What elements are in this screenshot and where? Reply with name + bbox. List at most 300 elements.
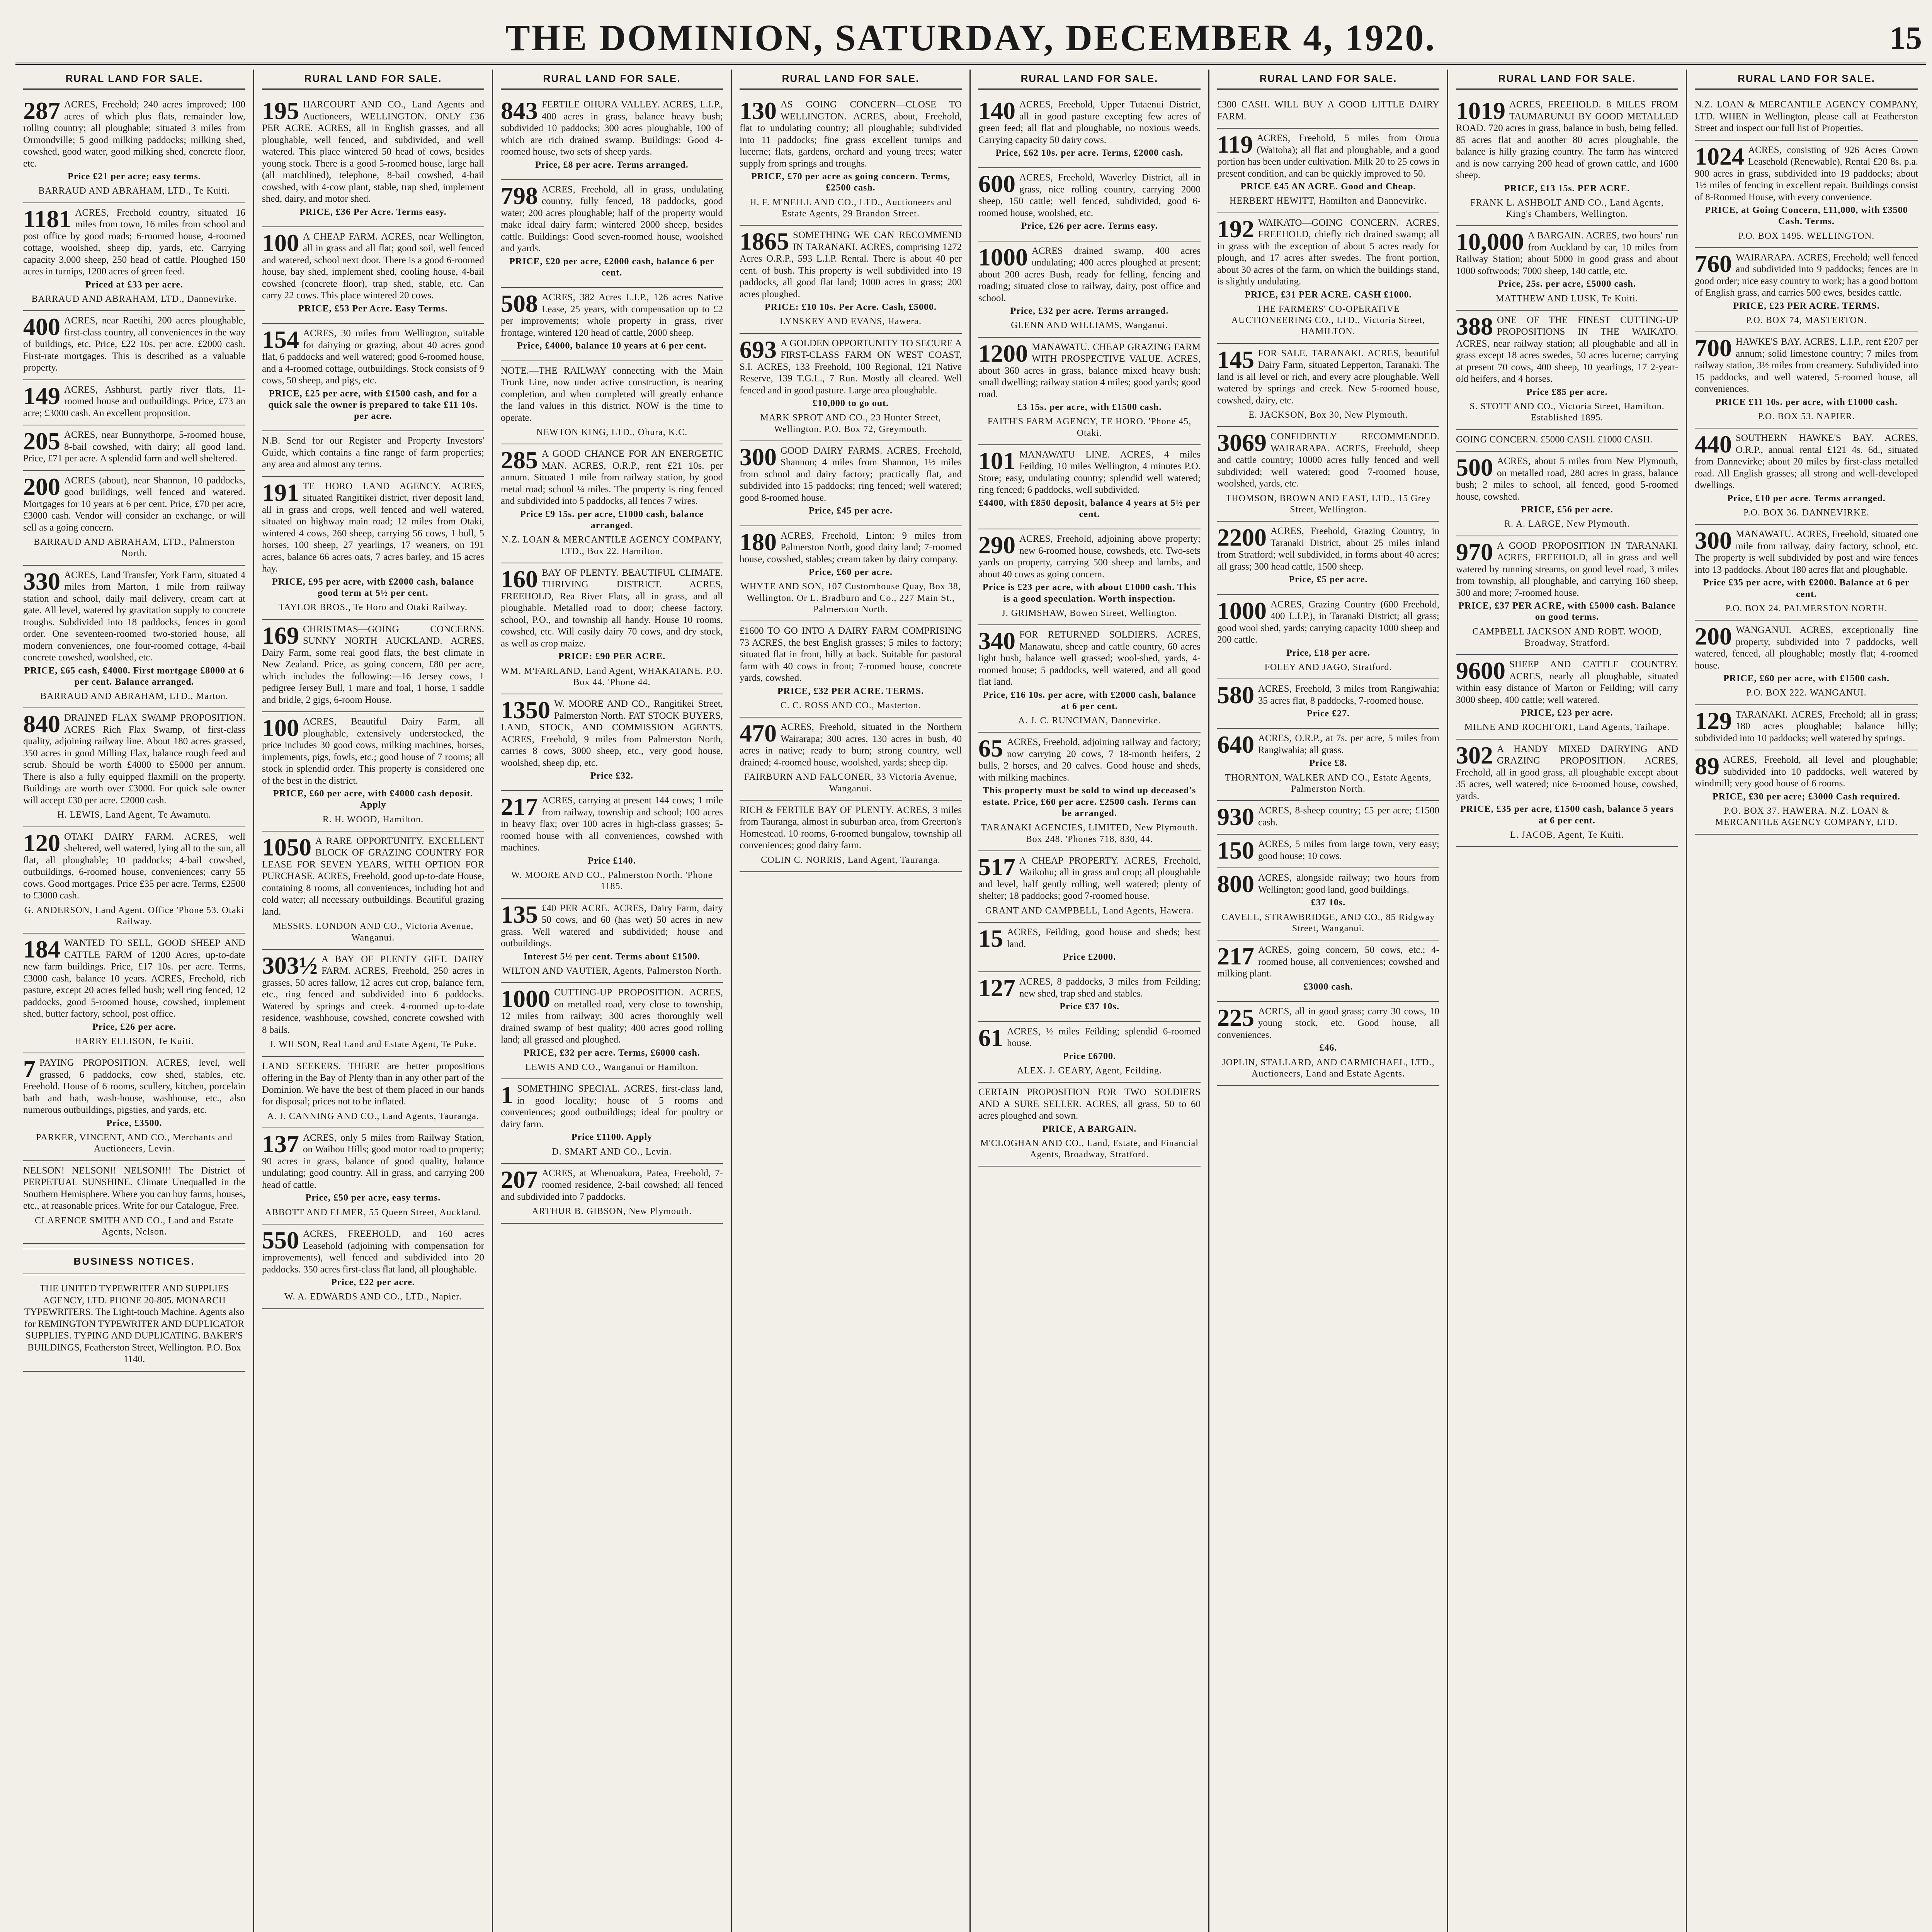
ad-text: GOING CONCERN. £5000 CASH. £1000 CASH. bbox=[1456, 434, 1653, 445]
ad-text: TARANAKI. ACRES, Freehold; all in grass; 180 acres ploughable; balance hilly; subdivided into 10 paddocks; well watered by springs. bbox=[1695, 709, 1918, 743]
classified-ad bbox=[23, 425, 245, 471]
ad-agent: J. WILSON, Real Land and Estate Agent, Te Puke. bbox=[269, 1039, 477, 1050]
ad-price: PRICE, at Going Concern, £11,000, with £3500 Cash. Terms. bbox=[1705, 205, 1908, 227]
column-heading: RURAL LAND FOR SALE. bbox=[1217, 70, 1439, 90]
ad-agent: COLIN C. NORRIS, Land Agent, Tauranga. bbox=[761, 855, 940, 865]
classified-ad bbox=[740, 621, 962, 718]
ad-agent: FOLEY AND JAGO, Stratford. bbox=[1264, 662, 1392, 672]
ad-price: PRICE, £20 per acre, £2000 cash, balance 6 per cent. bbox=[509, 256, 715, 278]
ad-price: Price, £60 per acre. bbox=[808, 567, 893, 578]
ad-text: WANTED TO SELL, GOOD SHEEP AND CATTLE FARM of 1200 Acres, up-to-date new farm buildings. Price, £17 10s. per acre. Terms, £3000 cash, balance 10 years. ACRES, Freehold, rich pasture, except 20 acres felled bush; well ring fenced, 12 paddocks, good 5-roomed house, cowshed, implement shed, butter factory, school, post office. bbox=[23, 938, 245, 1019]
ad-price: PRICE, £60 per acre, with £1500 cash. bbox=[1723, 673, 1890, 684]
ad-text: OTAKI DAIRY FARM. ACRES, well sheltered, well watered, lying all to the sun, all flat, all ploughable; 10 paddocks; 4-bail cowshed, outbuildings, 6-roomed house, conveniences; carry 55 cows. Good mortgages. Price £35 per acre. Terms, £2500 to £3000 cash. bbox=[23, 831, 245, 901]
classified-ad bbox=[978, 625, 1201, 733]
ad-agent: ABBOTT AND ELMER, 55 Queen Street, Auckland. bbox=[265, 1207, 481, 1218]
classified-ad bbox=[23, 203, 245, 311]
masthead bbox=[15, 12, 1926, 65]
classified-ad bbox=[978, 972, 1201, 1022]
section-heading: BUSINESS NOTICES. bbox=[23, 1248, 245, 1275]
ad-acreage: 10,000 bbox=[1456, 228, 1524, 256]
ad-price: Price £8. bbox=[1309, 758, 1347, 769]
page-number: 15 bbox=[1889, 20, 1922, 56]
ad-acreage: 303½ bbox=[262, 951, 318, 979]
ad-acreage: 843 bbox=[501, 97, 538, 124]
ad-acreage: 101 bbox=[978, 447, 1015, 474]
ad-acreage: 388 bbox=[1456, 312, 1493, 340]
ad-text: LAND SEEKERS. THERE are better propositions offering in the Bay of Plenty than in any other part of the Dominion. We have the best of them placed in our hands for disposal; prices not to be inflated. bbox=[262, 1061, 484, 1107]
classified-ad bbox=[262, 1225, 484, 1309]
ad-acreage: 700 bbox=[1695, 334, 1732, 362]
ad-agent: P.O. BOX 53. NAPIER. bbox=[1758, 412, 1855, 422]
ad-agent: BARRAUD AND ABRAHAM, LTD., Dannevirke. bbox=[31, 294, 237, 304]
ad-text: GOOD DAIRY FARMS. ACRES, Freehold, Shannon; 4 miles from Shannon, 1½ miles from school and dairy factory; practically flat, and subdivided into 15 paddocks; ring fenced; well watered; good 8-roomed house. bbox=[740, 445, 962, 503]
ad-acreage: 9600 bbox=[1456, 657, 1505, 685]
ad-acreage: 192 bbox=[1217, 215, 1254, 243]
classified-ad bbox=[1217, 129, 1439, 213]
ad-text: HARCOURT AND CO., Land Agents and Auctioneers, WELLINGTON. ONLY £36 PER ACRE. ACRES, all in English grasses, and all ploughable, well fenced, and subdivided, and well watered. This place wintered 50 head of cows, besides young stock. There is a good 5-roomed house, large hall (all matchlined), telephone, 8-bail cowshed, 4-bail cowshed, with 4-cow plant, stable, trap shed, implement shed, dairy, and motor shed. bbox=[262, 99, 484, 204]
classified-ad bbox=[1695, 525, 1918, 621]
ad-acreage: 140 bbox=[978, 97, 1015, 124]
ad-acreage: 127 bbox=[978, 974, 1015, 1002]
ad-text: ACRES, about 5 miles from New Plymouth, on metalled road, 280 acres in grass, balance bush; 2 miles to school, all fenced, good 5-roomed house, cowshed. bbox=[1456, 456, 1678, 502]
column-heading: RURAL LAND FOR SALE. bbox=[1456, 70, 1678, 90]
ad-text: AS GOING CONCERN—CLOSE TO WELLINGTON. ACRES, about, Freehold, flat to undulating country; all ploughable; subdivided into 11 paddocks; fine grass excellent turnips and lucerne; flats, gardens, orchard and young trees; water supply from springs and troughs. bbox=[740, 99, 962, 169]
ad-text: CHRISTMAS—GOING CONCERNS. SUNNY NORTH AUCKLAND. ACRES, Dairy Farm, some real good flats, the best climate in New Zealand. Price, as going concern, £80 per acre, which includes the following:—16 Jersey cows, 1 pedigree Jersey Bull, 1 mare and foal, 1 horse, 1 saddle and bridle, 2 gigs, 6-room House. bbox=[262, 624, 484, 705]
ad-price: PRICE £11 10s. per acre, with £1000 cash. bbox=[1715, 397, 1898, 407]
ad-agent: H. LEWIS, Land Agent, Te Awamutu. bbox=[57, 810, 211, 820]
ad-price: Price, £10 per acre. Terms arranged. bbox=[1727, 493, 1886, 503]
ad-price: PRICE, A BARGAIN. bbox=[1042, 1124, 1137, 1134]
ad-acreage: 137 bbox=[262, 1130, 299, 1158]
ad-text: A CHEAP FARM. ACRES, near Wellington, all in grass and all flat; good soil, well fenced and watered, school next door. There is a good 6-roomed house, bay shed, implement shed, cooling house, 4-bail cowshed (concrete floor), trap shed, stable, etc. Can carry 22 cows. This place wintered 20 cows. bbox=[262, 231, 484, 301]
column-heading: RURAL LAND FOR SALE. bbox=[23, 70, 245, 90]
ad-price: PRICE, £95 per acre, with £2000 cash, balance good term at 5½ per cent. bbox=[272, 577, 474, 599]
ad-acreage: 180 bbox=[740, 528, 777, 556]
ad-agent: WILTON AND VAUTIER, Agents, Palmerston North. bbox=[502, 966, 722, 976]
classified-ad bbox=[23, 566, 245, 709]
ad-agent: ALEX. J. GEARY, Agent, Feilding. bbox=[1017, 1065, 1162, 1076]
ad-text: W. MOORE AND CO., Rangitikei Street, Palmerston North. FAT STOCK BUYERS, LAND, STOCK, AND COMMISSION AGENTS. ACRES, Freehold, 9 miles from Palmerston North, carries 8 cows, 3000 sheep, etc., very good house, woolshed, sheep dip, etc. bbox=[501, 699, 723, 768]
ad-agent: PARKER, VINCENT, AND CO., Merchants and Auctioneers, Levin. bbox=[36, 1132, 233, 1154]
ad-agent: A. J. C. RUNCIMAN, Dannevirke. bbox=[1018, 716, 1161, 726]
ad-text: ACRES, Freehold, Linton; 9 miles from Palmerston North, good dairy land; 7-roomed house, cowshed, stables; cream taken by dairy company. bbox=[740, 530, 962, 565]
ad-agent: A. J. CANNING AND CO., Land Agents, Tauranga. bbox=[267, 1111, 479, 1121]
ad-text: A RARE OPPORTUNITY. EXCELLENT BLOCK OF GRAZING COUNTRY FOR LEASE FOR SEVEN YEARS, WITH OPTION FOR PURCHASE. ACRES, Freehold, good up-to-date House, containing 8 rooms, all conveniences, including hot and cold water; all necessary outbuildings. Beautiful grazing land. bbox=[262, 835, 484, 917]
ad-price: Price £1100. Apply bbox=[571, 1132, 653, 1143]
ad-agent: HERBERT HEWITT, Hamilton and Dannevirke. bbox=[1230, 196, 1427, 206]
classified-ad bbox=[978, 242, 1201, 338]
classified-ad bbox=[1695, 429, 1918, 525]
ad-text: ACRES, Grazing Country (600 Freehold, 400 L.I.P.), in Taranaki District; all grass; good wool shed, yards; carrying capacity 1000 sheep and 200 cattle. bbox=[1217, 599, 1439, 645]
ad-price: £3000 cash. bbox=[1303, 981, 1353, 992]
ad-text: MANAWATU. ACRES, Freehold, situated one mile from railway, dairy factory, school, etc. The property is well subdivided by post and wire fences into 13 paddocks. About 180 acres flat and ploughable. bbox=[1695, 529, 1918, 575]
ad-price: Price, £16 10s. per acre, with £2000 cash, balance at 6 per cent. bbox=[983, 690, 1196, 711]
ad-acreage: 100 bbox=[262, 229, 299, 257]
ad-acreage: 302 bbox=[1456, 741, 1493, 769]
classified-ad bbox=[501, 361, 723, 445]
ad-price: Priced at £33 per acre. bbox=[85, 279, 184, 290]
ad-acreage: 1050 bbox=[262, 833, 311, 861]
ad-agent: CAVELL, STRAWBRIDGE, AND CO., 85 Ridgway Street, Wanganui. bbox=[1221, 912, 1435, 934]
ad-agent: W. A. EDWARDS AND CO., LTD., Napier. bbox=[284, 1292, 462, 1302]
ad-price: PRICE: £10 10s. Per Acre. Cash, £5000. bbox=[764, 302, 937, 313]
classified-ad bbox=[1695, 95, 1918, 141]
classified-ad bbox=[23, 934, 245, 1053]
ad-text: ACRES, FREEHOLD. 8 MILES FROM TAUMARUNUI BY GOOD METALLED ROAD. 720 acres in grass, balance in bush, being felled. 85 acres flat and another 80 acres ploughable, the balance is hilly grazing country. The farm has wintered and is now carrying 200 head of grown cattle, and 1600 sheep. bbox=[1456, 99, 1678, 180]
ad-text: DRAINED FLAX SWAMP PROPOSITION. ACRES Rich Flax Swamp, of first-class quality, adjoining railway line. About 180 acres grassed, 350 acres in good Milling Flax, balance rough feed and scrub. Should be worth £4000 to £5000 per annum. There is also a fully equipped flaxmill on the property. Buildings are worth over £3000. For quick sale owner will accept £30 per acre. £2000 cash. bbox=[23, 713, 245, 806]
classified-ad bbox=[262, 950, 484, 1057]
ad-text: ACRES, 382 Acres L.I.P., 126 acres Native Lease, 25 years, with compensation up to £2 per improvements; whole property in grass, river frontage, wintered 120 head of cattle, 2000 sheep. bbox=[501, 292, 723, 338]
ad-acreage: 2200 bbox=[1217, 524, 1267, 551]
ad-agent: BARRAUD AND ABRAHAM, LTD., Te Kuiti. bbox=[38, 186, 230, 196]
ad-text: SHEEP AND CATTLE COUNTRY. ACRES, nearly all ploughable, situated within easy distance of Marton or Feilding; will carry 3000 sheep, 400 cattle; well watered. bbox=[1456, 659, 1678, 705]
ad-acreage: 149 bbox=[23, 382, 60, 410]
ad-acreage: 1181 bbox=[23, 205, 71, 233]
ad-price: PRICE, £23 PER ACRE. TERMS. bbox=[1733, 301, 1880, 311]
classified-ad bbox=[501, 444, 723, 563]
ad-price: £10,000 to go out. bbox=[812, 398, 889, 409]
ad-acreage: 1 bbox=[501, 1081, 513, 1109]
ad-acreage: 3069 bbox=[1217, 429, 1267, 457]
classified-ad bbox=[978, 923, 1201, 972]
ad-agent: P.O. BOX 36. DANNEVIRKE. bbox=[1743, 508, 1869, 518]
classified-ad bbox=[740, 801, 962, 872]
ad-agent: TARANAKI AGENCIES, LIMITED, New Plymouth. Box 248. 'Phones 718, 830, 44. bbox=[981, 823, 1198, 844]
ad-agent: H. F. M'NEILL AND CO., LTD., Auctioneers and Estate Agents, 29 Brandon Street. bbox=[750, 197, 952, 219]
classified-ad bbox=[1456, 226, 1678, 311]
ad-text: NELSON! NELSON!! NELSON!!! The District of PERPETUAL SUNSHINE. Climate Unequalled in the Southern Hemisphere. Where you can buy farms, houses, etc., at reasonable prices. Write for our Catalogue, Free. bbox=[23, 1165, 245, 1211]
ad-price: Price £85 per acre. bbox=[1526, 387, 1608, 397]
ad-acreage: 89 bbox=[1695, 752, 1719, 780]
ad-acreage: 200 bbox=[23, 473, 60, 500]
ad-agent: CLARENCE SMITH AND CO., Land and Estate Agents, Nelson. bbox=[35, 1215, 234, 1237]
ad-acreage: 330 bbox=[23, 567, 60, 595]
ad-text: CONFIDENTLY RECOMMENDED. WAIRARAPA. ACRES, Freehold, sheep and cattle country; 10000 acres fully fenced and well subdivided; well watered; good 7-roomed house, woolshed, yards, etc. bbox=[1217, 431, 1439, 489]
ad-text: ACRES, 8 paddocks, 3 miles from Feilding; new shed, trap shed and stables. bbox=[1019, 976, 1201, 999]
ad-text: NOTE.—THE RAILWAY connecting with the Main Trunk Line, now under active construction, is nearing completion, and when completed will greatly enhance the land values in this district. NOW is the time to operate. bbox=[501, 365, 723, 423]
classified-ad bbox=[978, 338, 1201, 445]
ad-text: MANAWATU LINE. ACRES, 4 miles Feilding, 10 miles Wellington, 4 minutes P.O. Store; easy, undulating country; splendid well watered; ring fenced; 6 paddocks, well subdivided. bbox=[978, 449, 1201, 495]
ad-acreage: 120 bbox=[23, 829, 60, 857]
classified-ad bbox=[978, 95, 1201, 168]
ad-price: Price £21 per acre; easy terms. bbox=[68, 172, 201, 182]
classified-ad bbox=[1456, 740, 1678, 847]
ad-agent: BARRAUD AND ABRAHAM, LTD., Palmerston North. bbox=[34, 537, 235, 559]
ad-acreage: 798 bbox=[501, 182, 538, 209]
classified-ad bbox=[1217, 595, 1439, 680]
ad-text: ACRES, Freehold, adjoining above property; new 6-roomed house, cowsheds, etc. Two-sets yards on property, carrying 500 sheep and lambs, and about 40 cows as going concern. bbox=[978, 534, 1201, 580]
ad-text: ACRES, 5 miles from large town, very easy; good house; 10 cows. bbox=[1258, 839, 1439, 861]
ad-text: £40 PER ACRE. ACRES, Dairy Farm, dairy 50 cows, and 60 (has wet) 50 acres in new grass. Well watered and subdivided; house and outbuildings. bbox=[501, 903, 723, 949]
classified-ad bbox=[23, 708, 245, 827]
classified-ad bbox=[1695, 750, 1918, 834]
ad-agent: FAITH'S FARM AGENCY, TE HORO. 'Phone 45, Otaki. bbox=[987, 417, 1192, 438]
classified-ad bbox=[23, 471, 245, 566]
ad-acreage: 1865 bbox=[740, 228, 789, 255]
ad-price: PRICE, £36 Per Acre. Terms easy. bbox=[299, 207, 447, 217]
ad-text: CUTTING-UP PROPOSITION. ACRES, on metalled road, very close to township, 12 miles from railway; 300 acres thoroughly well drained swamp of best quality; 400 acres good rolling land; all grassed and ploughed. bbox=[501, 987, 723, 1045]
ad-text: ACRES, only 5 miles from Railway Station, on Waihou Hills; good motor road to property; 90 acres in grass, balance of good quality, balance undulating; good country. All in grass, and carrying 200 head of cattle. bbox=[262, 1132, 484, 1190]
classified-ad bbox=[1456, 452, 1678, 536]
classified-ad bbox=[1217, 801, 1439, 835]
ad-price: PRICE, £32 PER ACRE. TERMS. bbox=[777, 686, 924, 696]
ad-acreage: 135 bbox=[501, 900, 538, 928]
column-2 bbox=[254, 70, 493, 1932]
classified-ad bbox=[1217, 835, 1439, 868]
ad-acreage: 184 bbox=[23, 935, 60, 963]
ad-acreage: 200 bbox=[1695, 622, 1732, 650]
ad-acreage: 800 bbox=[1217, 870, 1254, 898]
ad-acreage: 169 bbox=[262, 621, 299, 649]
ad-price: PRICE, £37 PER ACRE, with £5000 cash. Balance on good terms. bbox=[1458, 601, 1676, 622]
ad-text: A CHEAP PROPERTY. ACRES, Freehold, Waikohu; all in grass and crop; all ploughable and level, half gently rolling, well watered; plenty of shelter; 18 paddocks; good 7-roomed house. bbox=[978, 855, 1201, 901]
ad-text: A BARGAIN. ACRES, two hours' run from Auckland by car, 10 miles from Railway Station; about 5000 in good grass and about 1000 softwoods; 7000 sheep, 140 cattle, etc. bbox=[1456, 230, 1678, 276]
ad-acreage: 129 bbox=[1695, 707, 1732, 735]
ad-acreage: 1019 bbox=[1456, 97, 1505, 124]
ad-text: CERTAIN PROPOSITION FOR TWO SOLDIERS AND A SURE SELLER. ACRES, all grass, 50 to 60 acres ploughed and sown. bbox=[978, 1087, 1201, 1121]
ad-price: Price, £26 per acre. bbox=[92, 1022, 177, 1032]
ad-agent: LEWIS AND CO., Wanganui or Hamilton. bbox=[525, 1062, 699, 1073]
ad-text: ONE OF THE FINEST CUTTING-UP PROPOSITIONS IN THE WAIKATO. ACRES, near railway station; all ploughable and all in grass except 18 acres swedes, 50 acres lucerne; carrying at present 70 cows, 400 sheep, 10 yearlings, 17 2-year-old heifers, and 4 horses. bbox=[1456, 315, 1678, 384]
ad-price: Price, £4000, balance 10 years at 6 per cent. bbox=[517, 341, 707, 351]
ad-acreage: 640 bbox=[1217, 731, 1254, 759]
ad-agent: LYNSKEY AND EVANS, Hawera. bbox=[780, 316, 922, 327]
column-heading: RURAL LAND FOR SALE. bbox=[740, 70, 962, 90]
ad-acreage: 930 bbox=[1217, 803, 1254, 831]
ad-text: WAIRARAPA. ACRES, Freehold; well fenced and subdivided into 9 paddocks; fences are in good order; nice easy country to work; has a good bottom of English grass, and carries 500 ewes, besides cattle. bbox=[1695, 252, 1918, 298]
classified-ad bbox=[262, 620, 484, 713]
ad-text: ACRES, FREEHOLD, and 160 acres Leasehold (adjoining with compensation for improvements), well fenced and subdivided into 20 paddocks. 350 acres first-class flat land, all ploughable. bbox=[262, 1229, 484, 1275]
ad-acreage: 1000 bbox=[1217, 597, 1267, 624]
ad-acreage: 290 bbox=[978, 531, 1015, 559]
ad-text: ACRES, O.R.P., at 7s. per acre, 5 miles from Rangiwahia; all grass. bbox=[1258, 733, 1439, 755]
ad-acreage: 207 bbox=[501, 1165, 538, 1193]
ad-acreage: 154 bbox=[262, 326, 299, 354]
ad-text: SOUTHERN HAWKE'S BAY. ACRES, O.R.P., annual rental £121 4s. 6d., situated from Dannevirke; about 20 miles by first-class metalled road. All English grasses; all strong and well-developed dwellings. bbox=[1695, 433, 1918, 491]
ad-text: N.Z. LOAN & MERCANTILE AGENCY COMPANY, LTD. WHEN in Wellington, please call at Featherston Street and inspect our full list of Properties. bbox=[1695, 99, 1918, 133]
ad-acreage: 130 bbox=[740, 97, 777, 124]
ad-text: ACRES, near Raetihi, 200 acres ploughable, first-class country, all conveniences in the way of buildings, etc. Price, £22 10s. per acre. £2000 cash. First-rate mortgages. This is described as a valuable property. bbox=[23, 315, 245, 373]
ad-agent: HARRY ELLISON, Te Kuiti. bbox=[75, 1036, 194, 1046]
ad-price: Price, £50 per acre, easy terms. bbox=[305, 1193, 441, 1203]
classified-ad bbox=[501, 563, 723, 694]
classified-ad bbox=[978, 168, 1201, 241]
column-heading: RURAL LAND FOR SALE. bbox=[501, 70, 723, 90]
classified-ad bbox=[740, 441, 962, 526]
classified-ad bbox=[23, 827, 245, 934]
ad-text: A HANDY MIXED DAIRYING AND GRAZING PROPOSITION. ACRES, Freehold, all in good grass, all ploughable except about 35 acres, well watered; nice 6-roomed house, cowshed, yards. bbox=[1456, 743, 1678, 801]
classified-ad bbox=[501, 180, 723, 288]
classified-ad bbox=[740, 334, 962, 441]
classified-ad bbox=[740, 526, 962, 622]
ad-price: £46. bbox=[1319, 1043, 1337, 1053]
ad-agent: JOPLIN, STALLARD, AND CARMICHAEL, LTD., Auctioneers, Land and Estate Agents. bbox=[1222, 1057, 1435, 1079]
ad-text: £300 CASH. WILL BUY A GOOD LITTLE DAIRY FARM. bbox=[1217, 99, 1439, 122]
ad-text: ACRES, Freehold, adjoining railway and factory; now carrying 20 cows, 7 18-month heifers, 2 bulls, 2 horses, and 20 calves. Good house and sheds, with milking machines. bbox=[978, 737, 1201, 783]
ad-text: ACRES drained swamp, 400 acres undulating; 400 acres ploughed at present; about 200 acres Bush, ready for felling, fencing and roading; situated close to railway, dairy, post office and school. bbox=[978, 245, 1201, 303]
classified-ad bbox=[740, 718, 962, 801]
ad-text: ACRES, Freehold, Waverley District, all in grass, nice rolling country, carrying 2000 sheep, 150 cattle; well fenced, subdivided, good 6-roomed house, woolshed, etc. bbox=[978, 172, 1201, 218]
ad-price: PRICE, £65 cash, £4000. First mortgage £8000 at 6 per cent. Balance arranged. bbox=[24, 665, 245, 687]
ad-price: £37 10s. bbox=[1311, 898, 1346, 908]
columns-grid bbox=[15, 70, 1926, 1932]
ad-text: ACRES, Freehold, Grazing Country, in Taranaki District, about 25 miles inland from Stratford; well subdivided, in forms about 40 acres; all grass; 300 head cattle, 1500 sheep. bbox=[1217, 526, 1439, 572]
ad-text: ACRES, Freehold, 3 miles from Rangiwahia; 35 acres flat, 8 paddocks, 7-roomed house. bbox=[1258, 684, 1439, 706]
ad-agent: E. JACKSON, Box 30, New Plymouth. bbox=[1248, 410, 1408, 420]
ad-text: ACRES, Freehold, 5 miles from Oroua (Waitoha); all flat and ploughable, and a good portion has been under cultivation. Milk 20 to 25 cows in present condition, and can be quickly improved to 50. bbox=[1217, 133, 1439, 179]
classified-ad bbox=[1695, 705, 1918, 751]
ad-price: Price £27. bbox=[1306, 709, 1350, 719]
ad-agent: MARK SPROT AND CO., 23 Hunter Street, Wellington. P.O. Box 72, Greymouth. bbox=[760, 413, 941, 434]
classified-ad bbox=[978, 733, 1201, 851]
ad-acreage: 217 bbox=[501, 793, 538, 821]
ad-agent: P.O. BOX 74, MASTERTON. bbox=[1746, 315, 1867, 326]
column-6 bbox=[1209, 70, 1448, 1932]
column-7 bbox=[1448, 70, 1687, 1932]
ad-agent: MATTHEW AND LUSK, Te Kuiti. bbox=[1496, 293, 1638, 304]
ad-text: SOMETHING WE CAN RECOMMEND IN TARANAKI. ACRES, comprising 1272 Acres O.R.P., 593 L.I.P. Rental. There is about 40 per cent. of bush. This property is well subdivided into 19 paddocks, all good flat land; 1000 acres in grass; 200 acres ploughed. bbox=[740, 230, 962, 299]
ad-text: ACRES, Land Transfer, York Farm, situated 4 miles from Marton, 1 mile from railway station and school, daily mail delivery, cream cart at gate. All level, watered by gravitation supply to concrete troughs. Subdivided into 18 paddocks, fences in good order. One seventeen-roomed two-storied house, all modern conveniences, one four-roomed cottage, 4-bail concrete cowshed, woolshed, etc. bbox=[23, 570, 245, 663]
classified-ad bbox=[978, 1083, 1201, 1167]
ad-text: BAY OF PLENTY. BEAUTIFUL CLIMATE. THRIVING DISTRICT. ACRES, FREEHOLD, Rea River Flats, all in grass, and all ploughable. Metalled road to door; cheese factory, school, P.O., and township all handy. House 10 rooms, cowshed, etc. Will easily dairy 70 cows, and dry stock, as well as crop maize. bbox=[501, 567, 723, 649]
ad-agent: C. C. ROSS AND CO., Masterton. bbox=[780, 700, 921, 711]
classified-ad bbox=[262, 95, 484, 227]
ad-price: PRICE, £31 PER ACRE. CASH £1000. bbox=[1245, 289, 1412, 300]
ad-price: PRICE, £53 Per Acre. Easy Terms. bbox=[298, 303, 448, 314]
ad-agent: MESSRS. LONDON AND CO., Victoria Avenue, Wanganui. bbox=[272, 921, 474, 943]
ad-price: PRICE £45 AN ACRE. Good and Cheap. bbox=[1240, 182, 1416, 192]
column-heading: RURAL LAND FOR SALE. bbox=[1695, 70, 1918, 90]
classified-ad bbox=[1456, 430, 1678, 452]
classified-ad bbox=[23, 1053, 245, 1161]
ad-acreage: 1000 bbox=[501, 985, 550, 1013]
column-4 bbox=[732, 70, 971, 1932]
ad-acreage: 470 bbox=[740, 719, 777, 747]
classified-ad bbox=[1456, 536, 1678, 655]
classified-ad bbox=[1695, 621, 1918, 705]
classified-ad bbox=[501, 983, 723, 1079]
ad-price: Price, £26 per acre. Terms easy. bbox=[1021, 221, 1158, 231]
ad-acreage: 15 bbox=[978, 925, 1003, 952]
ad-price: PRICE, £56 per acre. bbox=[1521, 505, 1613, 515]
ad-acreage: 580 bbox=[1217, 681, 1254, 709]
ad-text: ACRES, all in good grass; carry 30 cows, 10 young stock, etc. Good house, all conveniences. bbox=[1217, 1006, 1439, 1040]
ad-price: PRICE, £30 per acre; £3000 Cash required. bbox=[1713, 791, 1900, 802]
ad-agent: P.O. BOX 24. PALMERSTON NORTH. bbox=[1725, 603, 1888, 614]
ad-acreage: 191 bbox=[262, 478, 299, 506]
ad-text: SOMETHING SPECIAL. ACRES, first-class land, in good locality; house of 5 rooms and conveniences; good outbuildings; ideal for poultry or dairy farm. bbox=[501, 1083, 723, 1129]
ad-text: ACRES, going concern, 50 cows, etc.; 4-roomed house, all conveniences; cowshed and milking plant. bbox=[1217, 945, 1439, 979]
ad-text: ACRES, Freehold, all level and ploughable; subdivided into 10 paddocks, well watered by windmill; very good house of 6 rooms. bbox=[1695, 755, 1918, 789]
ad-price: £4400, with £850 deposit, balance 4 years at 5½ per cent. bbox=[978, 498, 1201, 520]
classified-ad bbox=[978, 445, 1201, 530]
ad-acreage: 550 bbox=[262, 1226, 299, 1254]
classified-ad bbox=[740, 226, 962, 334]
ad-price: Price, £3500. bbox=[106, 1118, 162, 1128]
ad-text: A BAY OF PLENTY GIFT. DAIRY FARM. ACRES, Freehold, 250 acres in grasses, 50 acres fallow, 12 acres cut crop, balance fern, etc., ring fenced and subdivided into 6 paddocks. Watered by springs and creek. 4-roomed up-to-date residence, washhouse, cowshed, concrete cowshed with 8 bails. bbox=[262, 954, 484, 1035]
classified-ad bbox=[262, 832, 484, 950]
ad-acreage: 205 bbox=[23, 427, 60, 455]
classified-ad bbox=[1217, 679, 1439, 729]
classified-ad bbox=[262, 227, 484, 324]
ad-text: £1600 TO GO INTO A DAIRY FARM COMPRISING 73 ACRES, the best English grasses; 5 miles to factory; situated flat in front, hilly at back. Suitable for pastoral farm with 40 cows in front; 7-roomed house, concrete yards, cowshed. bbox=[740, 626, 962, 684]
ad-acreage: 1200 bbox=[978, 339, 1028, 367]
classified-ad bbox=[1695, 248, 1918, 333]
ad-text: FOR SALE. TARANAKI. ACRES, beautiful Dairy Farm, situated Lepperton, Taranaki. The land is all level or rich, and every acre ploughable. Well watered by springs and creek. New 5-roomed house, cowshed, dairy, etc. bbox=[1217, 348, 1439, 406]
ad-acreage: 195 bbox=[262, 97, 299, 124]
ad-text: ACRES, Freehold, all in grass, undulating country, fully fenced, 18 paddocks, good water; 200 acres ploughable; half of the property would make ideal dairy farm; wintered 2000 sheep, besides cattle. Buildings: Good seven-roomed house, woolshed and yards. bbox=[501, 184, 723, 254]
classified-ad bbox=[1217, 729, 1439, 801]
ad-price: Price £32. bbox=[590, 771, 634, 781]
classified-ad bbox=[978, 529, 1201, 625]
ad-price: Price £140. bbox=[588, 855, 636, 866]
ad-agent: P.O. BOX 37. HAWERA. N.Z. LOAN & MERCANTILE AGENCY COMPANY, LTD. bbox=[1715, 806, 1898, 828]
ad-agent: N.Z. LOAN & MERCANTILE AGENCY COMPANY, LTD., Box 22. Hamilton. bbox=[502, 535, 722, 556]
classified-ad bbox=[501, 899, 723, 983]
ad-price: PRICE, £25 per acre, with £1500 cash, and for a quick sale the owner is prepared to take £11 10s. per acre. bbox=[268, 388, 478, 422]
ad-text: WANGANUI. ACRES, exceptionally fine property, subdivided into 7 paddocks, well watered, fenced, all ploughable; mostly flat; 4-roomed house. bbox=[1695, 625, 1918, 671]
ad-acreage: 693 bbox=[740, 335, 777, 363]
ad-agent: THE FARMERS' CO-OPERATIVE AUCTIONEERING CO., LTD., Victoria Street, HAMILTON. bbox=[1231, 304, 1425, 337]
ad-price: Price £35 per acre, with £2000. Balance at 6 per cent. bbox=[1703, 578, 1910, 599]
ad-text: WAIKATO—GOING CONCERN. ACRES, FREEHOLD, chiefly rich drained swamp; all in grass with the exception of about 5 acres ready for plough, and 17 acres after swedes. The front portion, about 30 acres of the farm, on which the buildings stand, is slightly undulating. bbox=[1217, 217, 1439, 287]
ad-agent: THOMSON, BROWN AND EAST, LTD., 15 Grey Street, Wellington. bbox=[1225, 493, 1431, 515]
classified-ad bbox=[262, 1128, 484, 1225]
ad-price: PRICE, £60 per acre, with £4000 cash deposit. Apply bbox=[273, 789, 473, 810]
ad-agent: W. MOORE AND CO., Palmerston North. 'Phone 1185. bbox=[511, 870, 713, 892]
ad-text: ACRES, Freehold, situated in the Northern Wairarapa; 300 acres, 130 acres in bush, 40 acres in native; ready to burn; strong country, well drained; 4-roomed house, woolshed, yards; sheep dip. bbox=[740, 722, 962, 768]
ad-acreage: 145 bbox=[1217, 345, 1254, 373]
ad-agent: WHYTE AND SON, 107 Customhouse Quay, Box 38, Wellington. Or L. Bradburn and Co., 227 Main St., Palmerston North. bbox=[740, 582, 961, 614]
classified-ad bbox=[740, 95, 962, 226]
ad-acreage: 500 bbox=[1456, 454, 1493, 481]
ad-price: PRICE, £70 per acre as going concern. Terms, £2500 cash. bbox=[751, 172, 951, 193]
ad-text: ACRES, alongside railway; two hours from Wellington; good land, good buildings. bbox=[1258, 872, 1439, 895]
ad-text: A GOOD PROPOSITION IN TARANAKI. ACRES, FREEHOLD, all in grass and well watered by running streams, on good level road, 3 miles from township, all ploughable, and carrying 160 sheep, 500 and more; 7-roomed house. bbox=[1456, 540, 1678, 598]
ad-text: PAYING PROPOSITION. ACRES, level, well grassed, 6 paddocks, cow shed, stables, etc. Freehold. House of 6 rooms, scullery, kitchen, porcelain bath and bath, wash-house, washhouse, etc., also numerous outbuildings, pigsties, and yards, etc. bbox=[23, 1058, 245, 1116]
ad-acreage: 217 bbox=[1217, 942, 1254, 970]
ad-price: PRICE, £23 per acre. bbox=[1521, 708, 1613, 718]
ad-agent: BARRAUD AND ABRAHAM, LTD., Marton. bbox=[40, 691, 228, 702]
ad-acreage: 1000 bbox=[978, 243, 1028, 271]
ad-text: ACRES (about), near Shannon, 10 paddocks, good buildings, well fenced and watered. Mortgages for 10 years at 6 per cent. Price, £70 per acre, £3000 cash. Vendor will consider an exchange, or will sell as a going concern. bbox=[23, 475, 245, 533]
ad-agent: P.O. BOX 222. WANGANUI. bbox=[1746, 688, 1867, 698]
classified-ad bbox=[262, 1057, 484, 1128]
ad-price: PRICE: £90 PER ACRE. bbox=[558, 651, 666, 662]
ad-price: Price is £23 per acre, with about £1000 cash. This is a good speculation. Worth inspection. bbox=[982, 582, 1197, 604]
ad-acreage: 760 bbox=[1695, 250, 1732, 277]
ad-agent: R. A. LARGE, New Plymouth. bbox=[1504, 519, 1630, 529]
classified-ad bbox=[1217, 1002, 1439, 1086]
ad-text: ACRES, Freehold country, situated 16 miles from town, 16 miles from school and post office by good roads; 6-roomed house, 4-roomed cottage, woolshed, sheep dip, yards, etc. Carrying capacity 3,000 sheep, 250 head of cattle. Ploughed 150 acres in turnips, 1200 acres of green feed. bbox=[23, 207, 245, 277]
ad-price: Price £37 10s. bbox=[1060, 1002, 1119, 1012]
classified-ad bbox=[1456, 95, 1678, 226]
ad-price: Price £9 15s. per acre, £1000 cash, balance arranged. bbox=[520, 509, 704, 531]
classified-ad bbox=[978, 1022, 1201, 1083]
ad-text: FERTILE OHURA VALLEY. ACRES, L.I.P., 400 acres in grass, balance heavy bush; subdivided 10 paddocks; 300 acres ploughable, 100 of which are rich drained swamp. Buildings: Good 4-roomed house, two sets of sheep yards. bbox=[501, 99, 723, 157]
classified-ad bbox=[978, 851, 1201, 923]
ad-acreage: 440 bbox=[1695, 430, 1732, 458]
ad-text: A GOOD CHANCE FOR AN ENERGETIC MAN. ACRES, O.R.P., rent £21 10s. per annum. Situated 1 mile from railway station, by good metal road; school ¼ miles. The property is ring fenced and subdivided into 5 paddocks, all fences 7 wires. bbox=[501, 449, 723, 507]
classified-ad bbox=[501, 288, 723, 361]
ad-agent: R. H. WOOD, Hamilton. bbox=[322, 814, 424, 825]
classified-ad bbox=[501, 1079, 723, 1164]
ad-text: MANAWATU. CHEAP GRAZING FARM WITH PROSPECTIVE VALUE. ACRES, about 360 acres in grass, balance mixed heavy bush; small dwelling; railway station 4 miles; good yards; good road. bbox=[978, 342, 1201, 400]
classified-ad bbox=[1456, 311, 1678, 430]
column-1 bbox=[15, 70, 254, 1932]
ad-acreage: 600 bbox=[978, 170, 1015, 198]
ad-acreage: 65 bbox=[978, 735, 1003, 762]
